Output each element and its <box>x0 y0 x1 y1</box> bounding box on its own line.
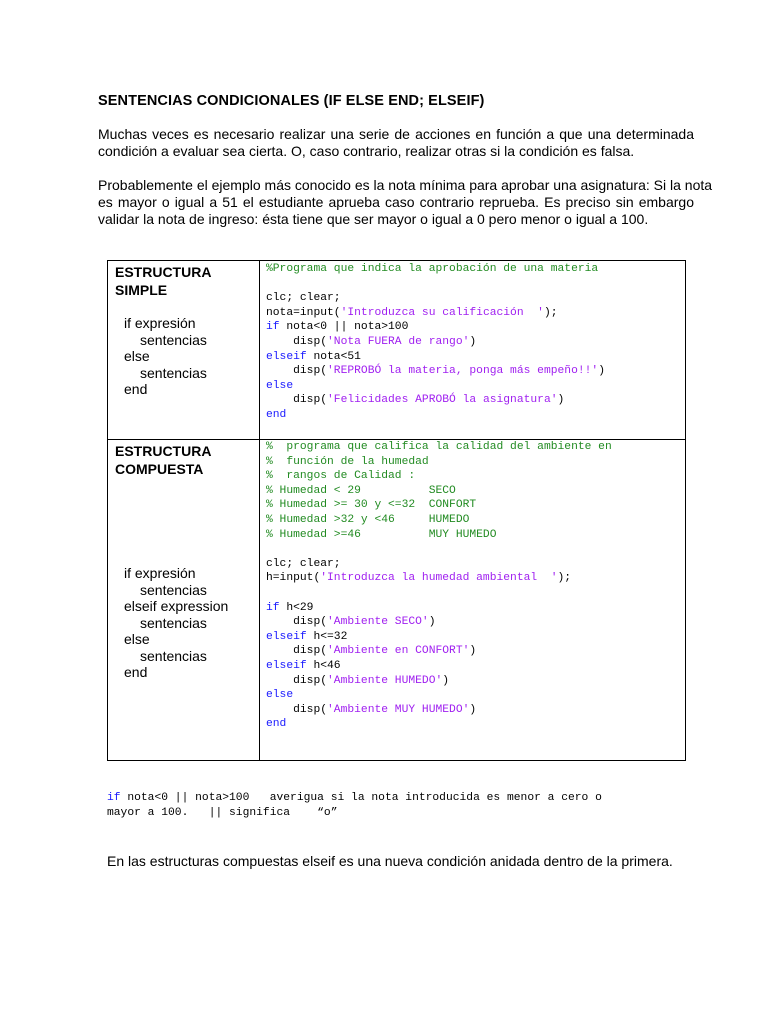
code-token: if <box>266 321 280 334</box>
code-token: 'Introduzca su calificación ' <box>340 306 544 319</box>
code-line <box>266 277 605 292</box>
code-token: ) <box>469 703 477 716</box>
code-token: ) <box>428 616 436 629</box>
simple-syntax <box>124 315 207 398</box>
compuesta-heading <box>115 442 211 478</box>
code-line <box>266 408 605 423</box>
simple-structure-cell <box>108 261 260 440</box>
code-token: ) <box>598 365 605 378</box>
code-line <box>107 791 602 806</box>
code-token: h=input( <box>266 572 321 585</box>
code-token: disp( <box>266 616 328 629</box>
code-line <box>266 469 612 484</box>
code-token: ); <box>543 306 558 319</box>
code-token: % función de la humedad <box>266 455 429 468</box>
code-line <box>266 703 612 718</box>
compuesta-code-block <box>266 440 612 732</box>
compuesta-structure-cell <box>108 440 260 761</box>
structures-table <box>107 260 686 761</box>
syntax-line: sentencias <box>140 364 207 381</box>
code-token: 'Ambiente SECO' <box>327 616 429 629</box>
syntax-line: else <box>124 348 150 364</box>
code-token: ) <box>442 674 450 687</box>
code-token: ) <box>469 645 477 658</box>
code-line <box>266 542 612 557</box>
syntax-line: if expresión <box>124 565 196 581</box>
code-token: ); <box>557 572 572 585</box>
code-line <box>266 306 605 321</box>
code-token: disp( <box>266 335 328 348</box>
code-token: 'REPROBÓ la materia, ponga más empeño!!' <box>327 365 599 378</box>
code-line <box>266 644 612 659</box>
heading-line: SIMPLE <box>115 282 168 298</box>
code-line <box>107 806 602 821</box>
syntax-line: sentencias <box>140 614 207 631</box>
code-line <box>266 630 612 645</box>
syntax-line: if expresión <box>124 315 196 331</box>
code-token: nota=input( <box>266 306 341 319</box>
code-line <box>266 291 605 306</box>
code-token: disp( <box>266 674 328 687</box>
code-token: ) <box>557 394 565 407</box>
paragraph-line: es mayor o igual a 51 el estudiante aprueba caso contrario reprueba. Es preciso sin embargo <box>98 194 694 210</box>
code-token: clc; clear; <box>266 292 341 305</box>
code-token: % Humedad >32 y <46 HUMEDO <box>266 513 470 526</box>
code-token: % rangos de Calidad : <box>266 470 416 483</box>
simple-code-block <box>266 262 605 423</box>
paragraph-line: validar la nota de ingreso: ésta tiene que ser mayor o igual a 0 pero menor o igual a 100. <box>98 211 649 227</box>
code-line <box>266 601 612 616</box>
code-line <box>266 393 605 408</box>
intro-paragraph <box>98 126 694 160</box>
table-row-simple <box>108 261 686 440</box>
code-token: %Programa que indica la aprobación de una materia <box>266 263 599 275</box>
code-line <box>266 615 612 630</box>
compuesta-syntax <box>124 565 228 681</box>
simple-code-cell <box>260 261 686 440</box>
heading-line: ESTRUCTURA <box>115 443 212 459</box>
code-token: nota<51 <box>306 350 361 363</box>
example-paragraph <box>98 177 713 228</box>
page-title: SENTENCIAS CONDICIONALES (IF ELSE END; ELSEIF) <box>98 93 485 109</box>
syntax-line: elseif expression <box>124 598 229 614</box>
code-token: % programa que califica la calidad del ambiente en <box>266 441 612 453</box>
code-token: mayor a 100. || significa “o” <box>107 807 338 819</box>
code-token: % Humedad >=46 MUY HUMEDO <box>266 528 497 541</box>
footer-text: En las estructuras compuestas elseif es una nueva condición anidada dentro de la primera. <box>107 853 673 869</box>
code-token: ) <box>469 335 477 348</box>
code-token: h<29 <box>279 601 314 614</box>
code-token: end <box>266 718 287 731</box>
code-line <box>266 717 612 732</box>
code-token: nota<0 || nota>100 <box>279 321 409 334</box>
syntax-line: end <box>124 381 148 397</box>
compuesta-code-cell <box>260 440 686 761</box>
code-token: 'Ambiente en CONFORT' <box>327 645 470 658</box>
syntax-line: sentencias <box>140 647 207 664</box>
code-token: disp( <box>266 703 328 716</box>
code-token: end <box>266 408 287 421</box>
code-token: else <box>266 379 294 392</box>
paragraph-line: Probablemente el ejemplo más conocido es la nota mínima para aprobar una asignatura: Si la nota <box>98 177 713 193</box>
code-token: elseif <box>266 350 307 363</box>
code-line <box>266 498 612 513</box>
syntax-line: sentencias <box>140 581 207 598</box>
code-line <box>266 484 612 499</box>
code-line <box>266 688 612 703</box>
code-line <box>266 379 605 394</box>
code-line <box>266 571 612 586</box>
code-token: % Humedad >= 30 y <=32 CONFORT <box>266 499 477 512</box>
code-line <box>266 262 605 277</box>
code-line <box>266 364 605 379</box>
heading-line: COMPUESTA <box>115 461 204 477</box>
heading-line: ESTRUCTURA <box>115 264 212 280</box>
code-line <box>266 350 605 365</box>
paragraph-line: Muchas veces es necesario realizar una serie de acciones en función a que una determinada <box>98 126 694 142</box>
code-token: disp( <box>266 645 328 658</box>
code-line <box>266 674 612 689</box>
code-token: 'Introduzca la humedad ambiental ' <box>320 572 558 585</box>
code-line <box>266 513 612 528</box>
syntax-line: sentencias <box>140 331 207 348</box>
code-token: h<46 <box>306 659 341 672</box>
code-token: 'Felicidades APROBÓ la asignatura' <box>327 394 558 407</box>
code-token: if <box>266 601 280 614</box>
code-line <box>266 586 612 601</box>
table-row-compuesta <box>108 440 686 761</box>
code-token: disp( <box>266 365 328 378</box>
code-token: elseif <box>266 659 307 672</box>
syntax-line: end <box>124 664 148 680</box>
code-token: h<=32 <box>306 630 348 643</box>
code-token: 'Ambiente MUY HUMEDO' <box>327 703 470 716</box>
code-token: elseif <box>266 630 307 643</box>
code-line <box>266 335 605 350</box>
code-token: 'Nota FUERA de rango' <box>327 335 470 348</box>
code-line <box>266 528 612 543</box>
note-code-block <box>107 791 602 821</box>
code-line <box>266 440 612 455</box>
code-line <box>266 455 612 470</box>
code-token: else <box>266 689 294 702</box>
simple-heading <box>115 263 211 299</box>
paragraph-line: condición a evaluar sea cierta. O, caso contrario, realizar otras si la condición es falsa. <box>98 143 635 159</box>
code-token: % Humedad < 29 SECO <box>266 484 456 497</box>
syntax-line: else <box>124 631 150 647</box>
code-line <box>266 320 605 335</box>
code-line <box>266 659 612 674</box>
code-token: 'Ambiente HUMEDO' <box>327 674 443 687</box>
code-token: if <box>107 792 121 804</box>
code-line <box>266 557 612 572</box>
code-token: nota<0 || nota>100 averigua si la nota introducida es menor a cero o <box>120 792 602 804</box>
code-token: clc; clear; <box>266 557 341 570</box>
code-token: disp( <box>266 394 328 407</box>
